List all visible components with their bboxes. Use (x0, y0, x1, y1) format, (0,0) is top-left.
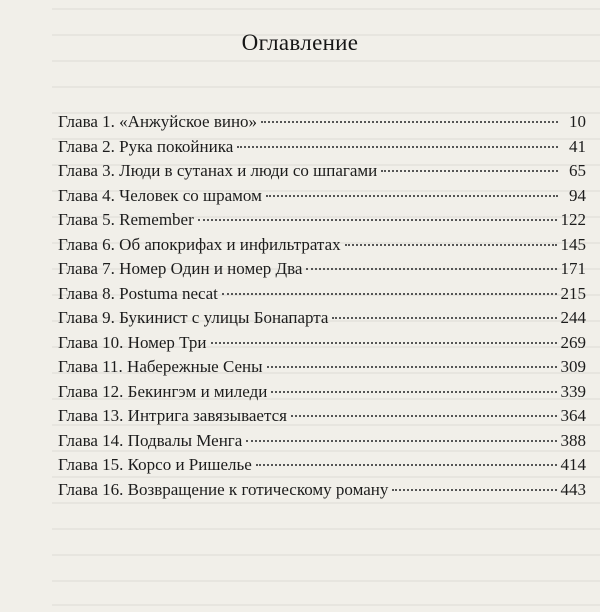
dot-leader (237, 146, 558, 148)
dot-leader (291, 415, 557, 417)
toc-entry-title: Глава 2. Рука покойника (58, 136, 234, 156)
dot-leader (381, 170, 558, 172)
toc-entry-title: Глава 3. Люди в сутанах и люди со шпагами (58, 161, 378, 180)
toc-entry-title: Глава 5. Remember (58, 210, 194, 229)
dot-leader (256, 464, 557, 466)
toc-entry-title: Глава 11. Набережные Сены (58, 357, 263, 376)
toc-entry[interactable] (58, 110, 586, 135)
dot-leader (332, 317, 556, 319)
toc-entry[interactable] (58, 404, 586, 429)
toc-entry-title: Глава 9. Букинист с улицы Бонапарта (58, 308, 329, 327)
toc-entry-title: Глава 4. Человек со шрамом (58, 185, 262, 205)
dot-leader (222, 293, 557, 295)
toc-entry[interactable] (58, 282, 586, 307)
toc-entry[interactable] (58, 184, 586, 209)
toc-entry-title: Глава 7. Номер Один и номер Два (58, 259, 303, 278)
toc-entry-page-number: 339 (560, 381, 586, 401)
toc-entry[interactable] (58, 453, 586, 478)
table-of-contents (58, 110, 586, 502)
dot-leader (392, 489, 556, 491)
toc-entry[interactable] (58, 429, 586, 454)
toc-entry-page-number: 244 (560, 308, 586, 327)
toc-entry-title: Глава 6. Об апокрифах и инфильтратах (58, 234, 341, 254)
toc-entry-title: Глава 15. Корсо и Ришелье (58, 455, 252, 474)
toc-entry-title: Глава 13. Интрига завязывается (58, 406, 287, 425)
toc-entry-title: Глава 8. Postuma necat (58, 283, 218, 303)
toc-entry-title: Глава 14. Подвалы Менга (58, 430, 243, 450)
dot-leader (198, 219, 557, 221)
toc-entry-title: Глава 16. Возвращение к готическому роману (58, 479, 389, 499)
dot-leader (345, 244, 557, 246)
dot-leader (261, 121, 558, 123)
toc-entry[interactable] (58, 478, 586, 503)
toc-entry-title: Глава 1. «Анжуйское вино» (58, 112, 258, 131)
toc-entry-page-number: 171 (560, 259, 586, 278)
dot-leader (246, 440, 556, 442)
toc-entry-page-number: 145 (560, 234, 586, 254)
toc-entry[interactable] (58, 208, 586, 233)
toc-entry-page-number: 94 (569, 185, 586, 205)
toc-entry-page-number: 215 (560, 283, 586, 303)
dot-leader (267, 366, 557, 368)
toc-entry-page-number: 414 (560, 455, 586, 474)
dot-leader (211, 342, 557, 344)
toc-entry-page-number: 41 (569, 136, 586, 156)
toc-entry[interactable] (58, 331, 586, 356)
toc-entry-page-number: 269 (560, 332, 586, 352)
toc-entry-page-number: 443 (560, 479, 586, 499)
toc-entry[interactable] (58, 233, 586, 258)
toc-entry-page-number: 388 (560, 430, 586, 450)
toc-entry[interactable] (58, 257, 586, 282)
toc-entry-page-number: 364 (560, 406, 586, 425)
dot-leader (271, 391, 556, 393)
toc-entry-title: Глава 10. Номер Три (58, 332, 207, 352)
toc-entry[interactable] (58, 135, 586, 160)
dot-leader (266, 195, 558, 197)
toc-entry-page-number: 65 (569, 161, 586, 180)
dot-leader (306, 268, 556, 270)
toc-entry[interactable] (58, 306, 586, 331)
toc-entry-page-number: 309 (560, 357, 586, 376)
toc-entry[interactable] (58, 355, 586, 380)
toc-entry-page-number: 122 (560, 210, 586, 229)
page-title: Оглавление (241, 30, 359, 55)
toc-entry[interactable] (58, 380, 586, 405)
toc-entry-page-number: 10 (569, 112, 586, 131)
toc-entry-title: Глава 12. Бекингэм и миледи (58, 381, 268, 401)
toc-entry[interactable] (58, 159, 586, 184)
